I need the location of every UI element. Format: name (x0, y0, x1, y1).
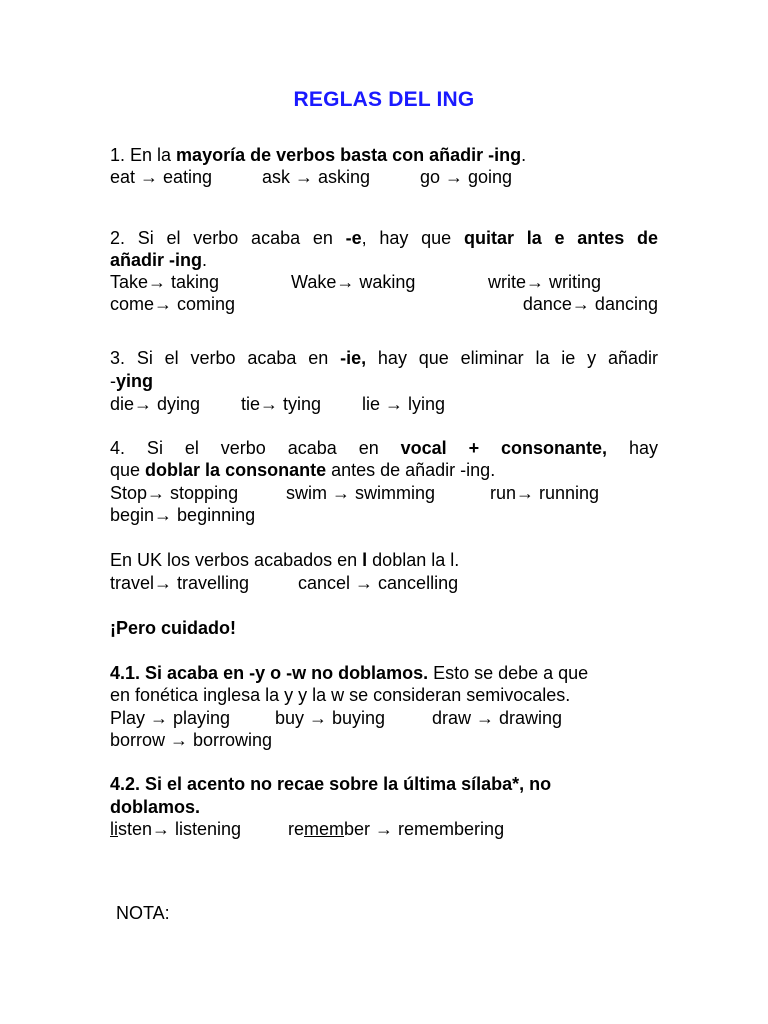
example-pre: re (288, 819, 305, 839)
rule-3-line-2-pre: - (110, 371, 116, 391)
rule-4-1-post: Esto se debe a que (428, 663, 589, 683)
rule-2-bold-1: -e (345, 228, 362, 248)
rule-1-text (110, 144, 658, 166)
rule-4-1-text (110, 662, 658, 684)
warning-text: ¡Pero cuidado! (110, 618, 237, 638)
example: buy → buying (275, 708, 386, 728)
rule-4-pre: 4. Si el verbo acaba en (110, 438, 401, 458)
example: Wake→ waking (291, 272, 416, 292)
rule-3-bold: -ie, (340, 348, 367, 368)
rule-4-line-2-post: antes de añadir -ing. (326, 460, 496, 480)
example: die→ dying (110, 394, 201, 414)
rule-2-bold-2: quitar la e antes de (463, 228, 659, 248)
rule-4-text (110, 437, 658, 459)
example: Play → playing (110, 708, 231, 728)
example: lie → lying (362, 394, 446, 414)
rule-2-line-2-bold: añadir -ing (110, 250, 203, 270)
rule-4-2-bold-line-1: 4.2. Si el acento no recae sobre la última sílaba*, no (110, 774, 552, 794)
page-title: REGLAS DEL ING (293, 88, 475, 111)
rule-4-line-2-bold: doblar la consonante (145, 460, 327, 480)
uk-note-bold: l (362, 550, 368, 570)
rule-2-text-line-2 (110, 249, 658, 271)
rule-1-pre: 1. En la (110, 145, 177, 165)
rule-2-text (110, 227, 658, 249)
example-rest: ber → remembering (344, 819, 505, 839)
example: cancel → cancelling (298, 573, 459, 593)
rule-4-1-bold: 4.1. Si acaba en -y o -w no doblamos. (110, 663, 429, 683)
rule-2-line-2-post: . (202, 250, 208, 270)
rule-3-line-2-bold: ying (116, 371, 154, 391)
uk-note-pre: En UK los verbos acabados en (110, 550, 363, 570)
example (110, 818, 241, 840)
example-rest: sten→ listening (118, 819, 242, 839)
rule-4-line-2-pre: que (110, 460, 146, 480)
rule-4-text-line-2 (110, 459, 658, 481)
example: write→ writing (488, 272, 602, 292)
example: swim → swimming (286, 483, 436, 503)
rule-4-2-bold-line-2: doblamos. (110, 797, 201, 817)
rule-3-post: hay que eliminar la ie y añadir (366, 348, 658, 368)
rule-4-post: hay (607, 438, 659, 458)
rule-4-2-text (110, 773, 658, 795)
rule-2-pre: 2. Si el verbo acaba en (110, 228, 346, 248)
example: begin→ beginning (110, 505, 256, 525)
stressed-syllable: li (110, 819, 118, 839)
stressed-syllable: mem (304, 819, 345, 839)
example: borrow → borrowing (110, 730, 273, 750)
rule-4-1-text-line-2: en fonética inglesa la y y la w se consideran semivocales. (110, 685, 571, 705)
example (288, 818, 504, 840)
warning-heading (110, 617, 658, 639)
rule-3-pre: 3. Si el verbo acaba en (110, 348, 341, 368)
example: Stop→ stopping (110, 483, 239, 503)
rule-3-text (110, 347, 658, 369)
example: draw → drawing (432, 708, 563, 728)
note-label: NOTA: (116, 903, 170, 923)
rule-4-2-text-line-2 (110, 796, 658, 818)
example: go → going (420, 167, 513, 187)
rule-4-bold: vocal + consonante, (400, 438, 608, 458)
rule-1-bold: mayoría de verbos basta con añadir -ing (176, 145, 522, 165)
example: dance→ dancing (522, 294, 658, 314)
example: Take→ taking (110, 272, 220, 292)
example: run→ running (490, 483, 600, 503)
rule-3-text-line-2 (110, 370, 658, 392)
example: tie→ tying (241, 394, 322, 414)
uk-note-text (110, 549, 658, 571)
uk-note-post: doblan la l. (367, 550, 460, 570)
rule-2-mid: , hay que (361, 228, 464, 248)
rule-1-post: . (521, 145, 527, 165)
example: ask → asking (262, 167, 371, 187)
example: travel→ travelling (110, 573, 250, 593)
example: come→ coming (110, 294, 236, 314)
example: eat → eating (110, 167, 213, 187)
